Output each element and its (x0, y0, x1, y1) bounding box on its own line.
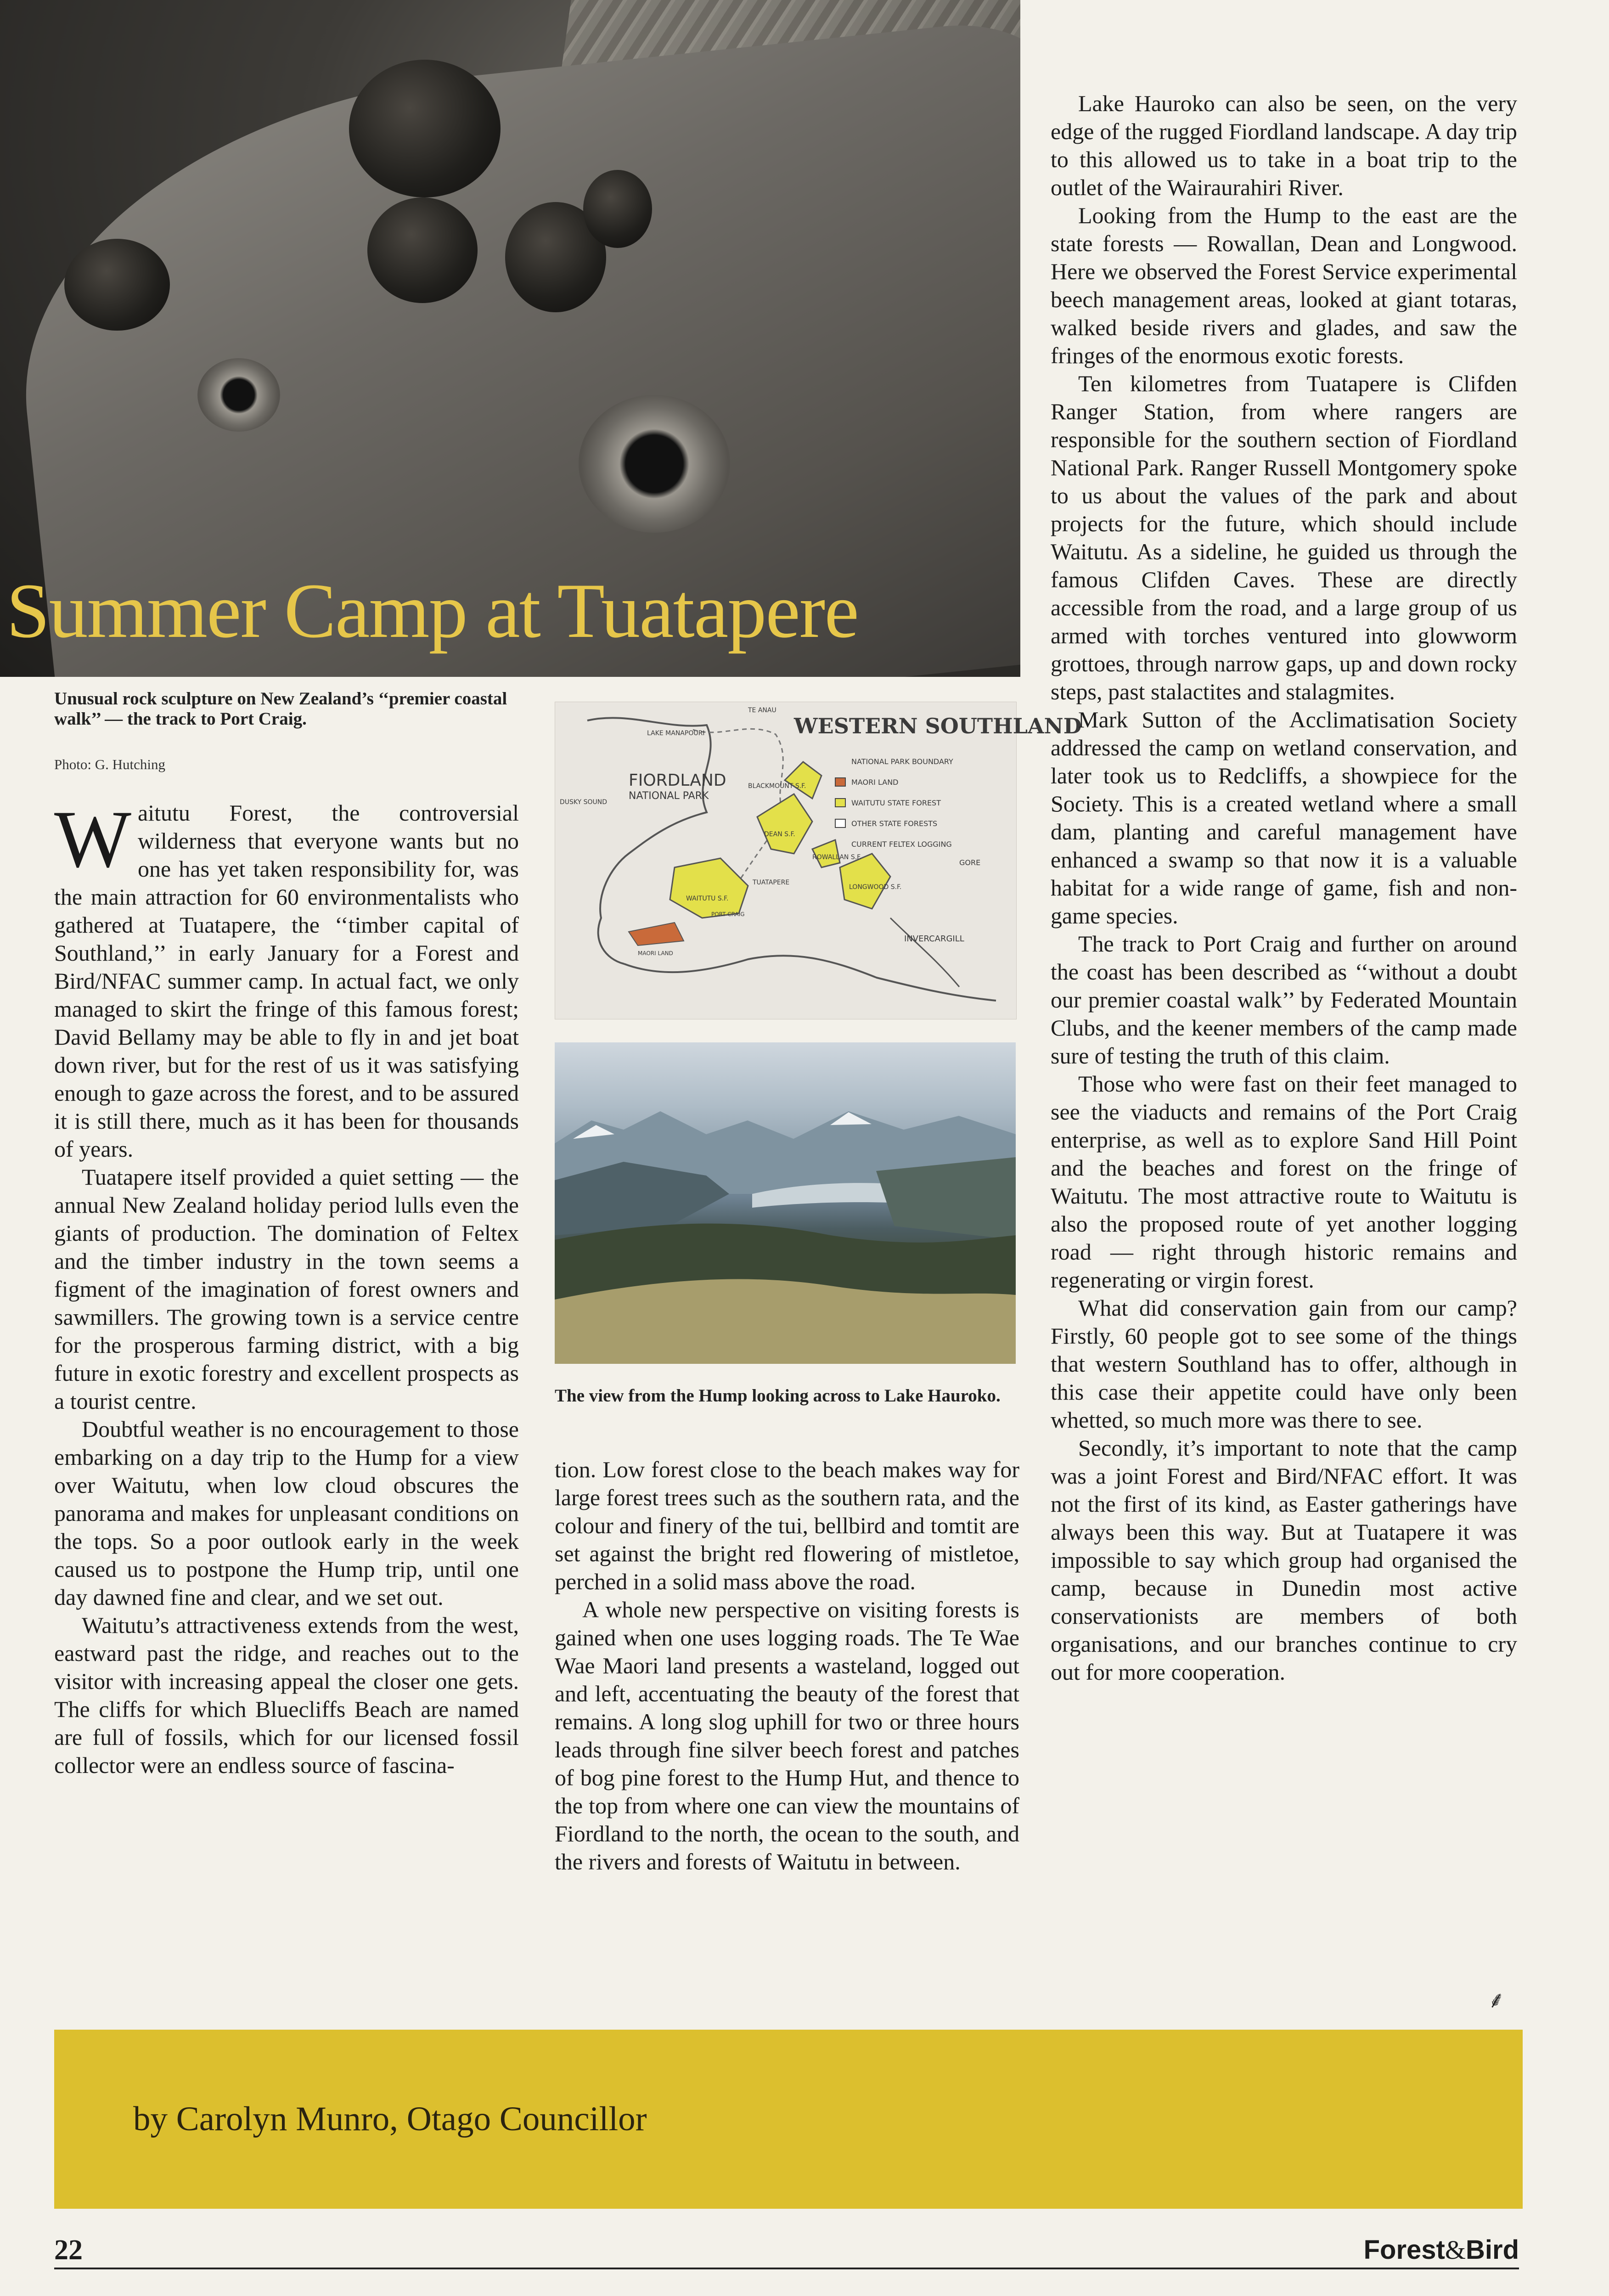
paragraph: Ten kilometres from Tuatapere is Clifden Ranger Station, from where rangers are responsible for the southern section of Fiordland National Park. Ranger Russell Montgomery spoke to us about the values of the park and about projects for the future, which should include Waitutu. As a sideline, he guided us through the famous Clifden Caves. These are directly accessible from the road, and a large group of us armed with torches ventured into glowworm grottoes, through narrow gaps, up and down rocky steps, past stalactites and stalagmites. (1051, 371, 1517, 704)
paragraph: Looking from the Hump to the east are the state forests — Rowallan, Dean and Longwood. Here we observed the Forest Service experimental beech management areas, looked at giant totaras, walked beside rivers and glades, and saw the fringes of the enormous exotic forests. (1051, 203, 1517, 368)
column-2 (555, 1456, 1019, 2016)
map-label-dusky: DUSKY SOUND (560, 799, 608, 806)
map-label-gore: GORE (959, 858, 981, 867)
longwood-forest (840, 854, 890, 909)
right-ridge (876, 1157, 1016, 1240)
drop-cap: W (54, 793, 132, 884)
paragraph: Secondly, it’s important to note that the camp was a joint Forest and Bird/NFAC effort. It was not the first of its kind, as Easter gatherings have always been this way. But at Tuatapere it was impossible to say which group had organised the camp, because in Dunedin most active conservationists are members of both organisations, and our branches continue to cry out for more cooperation. (1051, 1435, 1517, 1685)
maori-land-area (629, 923, 684, 945)
map-label-waitutu: WAITUTU S.F. (686, 895, 729, 902)
lake-hauroko-photo (555, 1042, 1016, 1364)
map-title: WESTERN SOUTHLAND (794, 714, 1082, 738)
column-1 (54, 793, 519, 1993)
waitutu-forest (670, 858, 748, 918)
coastline (587, 718, 711, 964)
legend-item: WAITUTU STATE FOREST (851, 799, 941, 807)
paragraph: Mark Sutton of the Acclimatisation Society addressed the camp on wetland conservation, and later took us to Redcliffs, a showpiece for the Society. This is a created wetland where a small dam, planting and careful management have enhanced a swamp so that now it is a valuable habitat for a wide range of game, fish and non-game species. (1051, 707, 1517, 929)
headline: Summer Camp at Tuatapere (6, 568, 858, 654)
photo-credit: Photo: G. Hutching (54, 756, 165, 772)
paragraph: The track to Port Craig and further on around the coast has been described as ‘‘without a doubt our premier coastal walk’’ by Federated Mountain Clubs, and the keener members of the camp made sure of testing the truth of this claim. (1051, 931, 1517, 1069)
rock-hollow (197, 358, 280, 432)
map-label-invercargill: INVERCARGILL (904, 934, 964, 944)
rock-knob (583, 170, 652, 248)
paragraph: Waitutu’s attractiveness extends from the west, eastward past the ridge, and reaches out to the visitor with increasing appeal the closer one gets. The cliffs for which Bluecliffs Beach are named are full of fossils, which for our licensed fossil collector were an endless source of fascina- (54, 1612, 519, 1778)
column-3 (1051, 90, 1517, 2018)
legend-item: CURRENT FELTEX LOGGING (851, 840, 952, 849)
legend-item: NATIONAL PARK BOUNDARY (851, 757, 953, 766)
map-drawing (555, 702, 1016, 1019)
map-label-lake: LAKE MANAPOURI (647, 730, 705, 737)
paragraph: Doubtful weather is no encouragement to those embarking on a day trip to the Hump for a view over Waitutu, when low cloud obscures the panorama and makes for unpleasant conditions on the tops. So a poor outlook early in the week caused us to postpone the Hump trip, until one day dawned fine and clear, and we set out. (54, 1416, 519, 1610)
map-label-fiordland: FIORDLAND (629, 771, 726, 790)
footer-rule (54, 2268, 1519, 2269)
map-label-te-anau: TE ANAU (748, 707, 776, 714)
paragraph (54, 793, 519, 1163)
rock-hollow (579, 395, 730, 533)
magazine-name-forest: Forest (1363, 2235, 1445, 2265)
byline: by Carolyn Munro, Otago Councillor (133, 2100, 647, 2138)
blackmount-forest (785, 762, 821, 799)
paragraph: What did conservation gain from our camp? Firstly, 60 people got to see some of the things that western Southland has to offer, although in this case their appetite could have only been whetted, so much more was there to see. (1051, 1295, 1517, 1433)
legend-swatch-maori (835, 778, 845, 786)
paragraph: A whole new perspective on visiting forests is gained when one uses logging roads. The Te Wae Wae Maori land presents a wasteland, logged out and left, accentuating the beauty of the forest that remains. A long slog uphill for two or three hours leads through fine silver beech forest and patches of bog pine forest to the Hump Hut, and thence to the top from where one can view the mountains of Fiordland to the north, the ocean to the south, and the rivers and forests of Waitutu in between. (555, 1597, 1019, 1874)
map-label-tuatapere: TUATAPERE (753, 879, 790, 886)
vista-caption: The view from the Hump looking across to Lake Hauroko. (555, 1386, 1001, 1406)
magazine-name-bird: Bird (1466, 2235, 1519, 2265)
dean-forest (757, 794, 812, 854)
magazine-name-amp: & (1445, 2235, 1466, 2265)
rock-knob (64, 239, 170, 331)
legend-item: MAORI LAND (851, 778, 899, 787)
rock-knob (367, 197, 478, 303)
south-coast (624, 956, 996, 1001)
photo-caption: Unusual rock sculpture on New Zealand’s ‘‘premier coastal walk’’ — the track to Port Craig. (54, 689, 507, 729)
map-label-national-park: NATIONAL PARK (629, 790, 709, 802)
paragraph: tion. Low forest close to the beach makes way for large forest trees such as the southern rata, and the colour and finery of the tui, bellbird and tomtit are set against the bright red flowering of mistletoe, perched in a solid mass above the road. (555, 1457, 1019, 1594)
western-southland-map (555, 702, 1082, 1019)
map-label-maori-land: MAORI LAND (638, 950, 673, 957)
legend-swatch-other (835, 819, 845, 827)
legend-item: OTHER STATE FORESTS (851, 819, 938, 828)
rock-knob (349, 60, 501, 197)
paragraph: Those who were fast on their feet managed to see the viaducts and remains of the Port Craig enterprise, as well as to explore Sand Hill Point and the beaches and forest on the fringe of Waitutu. The most attractive route to Waitutu is also the proposed route of yet another logging road — right through historic remains and regenerating or virgin forest. (1051, 1071, 1517, 1293)
paragraph: Lake Hauroko can also be seen, on the very edge of the rugged Fiordland landscape. A day trip to this allowed us to take in a boat trip to the outlet of the Wairaurahiri River. (1051, 90, 1517, 200)
landscape-drawing (555, 1042, 1016, 1364)
magazine-name (1313, 2233, 1519, 2268)
map-label-rowallan: ROWALLAN S.F. (812, 854, 862, 861)
river (890, 918, 959, 987)
paragraph-text: aitutu Forest, the controversial wilderness that everyone wants but no one has yet taken responsibility for, was the main attraction for 60 environmentalists who gathered at Tuatapere, the ‘‘timber capital of Southland,’’ in early January for a Forest and Bird/NFAC summer camp. In actual fact, we only managed to skirt the fringe of this famous forest; David Bellamy may be able to fly in and jet boat down river, but for the rest of us it was satisfying enough to gaze across the forest, and to be assured it is still there, much as it has been for thousands of years. (54, 800, 519, 1162)
bird-end-mark-icon: ⸙ (1488, 1987, 1505, 2013)
map-label-longwood: LONGWOOD S.F. (849, 884, 902, 891)
map-label-dean: DEAN S.F. (764, 831, 795, 838)
legend-swatch-waitutu (835, 799, 845, 807)
map-label-port-craig: PORT CRAIG (711, 911, 745, 917)
page-number: 22 (54, 2234, 83, 2266)
map-label-blackmount: BLACKMOUNT S.F. (748, 782, 806, 790)
paragraph: Tuatapere itself provided a quiet setting — the annual New Zealand holiday period lulls even the giants of production. The domination of Feltex and the timber industry in the town seems a figment of the imagination of forest owners and sawmillers. The growing town is a service centre for the prosperous farming district, with a big future in exotic forestry and excellent prospects as a tourist centre. (54, 1164, 519, 1414)
